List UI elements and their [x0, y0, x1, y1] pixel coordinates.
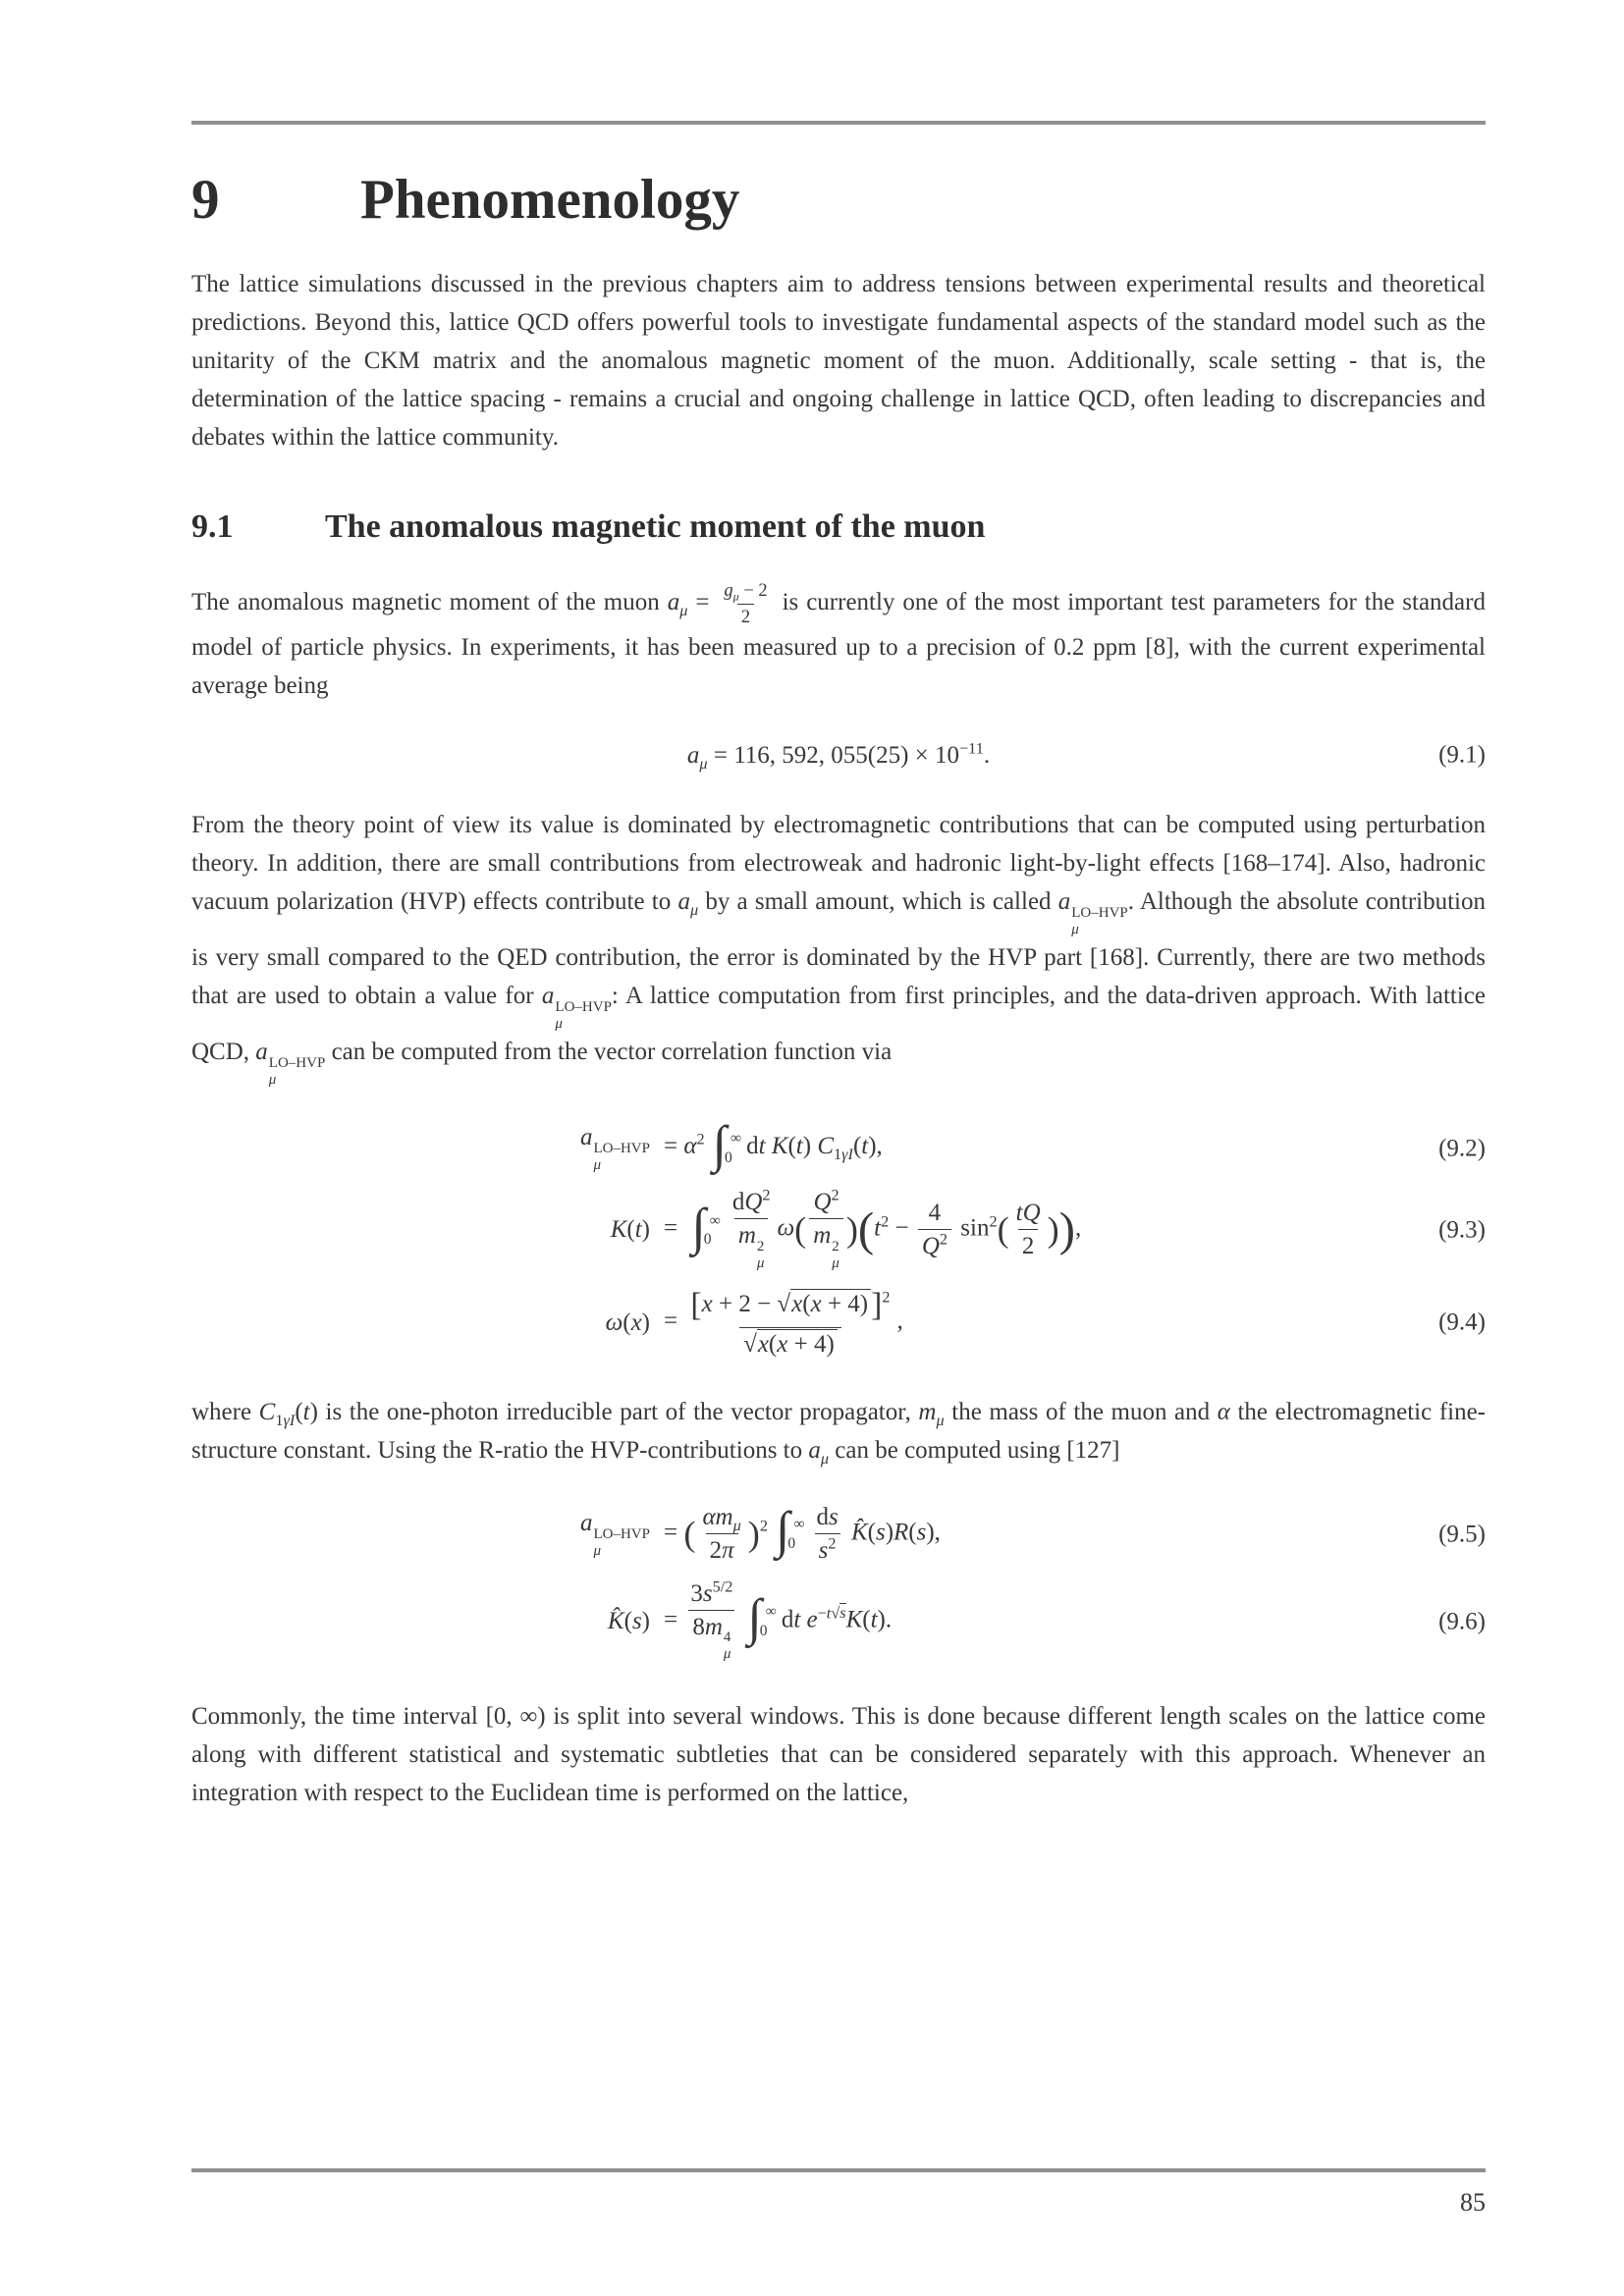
equation-9-2-number: (9.2): [1438, 1134, 1486, 1161]
equation-9-1-number: (9.1): [1438, 741, 1486, 769]
equation-9-4-number: (9.4): [1438, 1308, 1486, 1336]
equation-9-2-lhs: a LO–HVP μ: [579, 1124, 650, 1173]
equation-9-1: [191, 740, 1486, 771]
equation-9-6-lhs: K̂(s): [607, 1607, 650, 1634]
page-footer: [191, 2168, 1486, 2217]
paragraph-3: where $C_{1\gamma I}(t)$ is the one-photon irreducible part of the vector propagator, $m_\mu$ the mass of the muon and α the electromagnetic fine-structure constant. Using the R-ratio the HVP-contributions to $a_\mu$ can be computed using [127]: [191, 1398, 1487, 1468]
equation-group-1: [191, 1116, 1486, 1360]
equation-9-3-rhs: = ∫ ∞ 0 $dQ^2$ m 2 μ ω( $Q^2$ m 2 μ )($t^2$ − $\frac{4}{Q^2}$ $\sin^2$( $\frac{tQ}{2}$ )),: [664, 1186, 1082, 1271]
equation-9-5-rhs: = ( $\frac{\alpha m_\mu}{2\pi}$ )$^2$ ∫ ∞ 0 $\frac{ds}{s^2}$ K̂(s)R(s),: [664, 1502, 941, 1564]
equation-9-6: [191, 1579, 1486, 1664]
equation-9-3-lhs: K(t): [610, 1216, 650, 1244]
equation-9-3: [191, 1188, 1486, 1272]
paragraph-4: Commonly, the time interval [0, ∞) is split into several windows. This is done because different length scales on the lattice come along with different statistical and systematic subtleties that can be considered separately with this approach. Whenever an integration with respect to the Euclidean time is performed on the lattice,: [191, 1702, 1486, 1806]
equation-9-2: [191, 1116, 1486, 1174]
paragraph-2: From the theory point of view its value is dominated by electromagnetic contributions that can be computed using perturbation theory. In addition, there are small contributions from electroweak and hadronic light-by-light effects [168–174]. Also, hadronic vacuum polarization (HVP) effects contribute to $a_\mu$ by a small amount, which is called a LO–HVP μ . Although the absolute contribution is very small compared to the QED contribution, the error is dominated by the HVP part [168]. Currently, there are two methods that are used to obtain a value for a LO–HVP μ : A lattice computation from first principles, and the data-driven approach. With lattice QCD, a LO–HVP μ can be computed from the vector correlation function via: [191, 812, 1486, 1088]
equation-9-4: [191, 1286, 1486, 1360]
page-number: 85: [1460, 2188, 1486, 2216]
equation-9-6-number: (9.6): [1438, 1607, 1486, 1634]
chapter-title: Phenomenology: [360, 169, 740, 231]
top-rule: [191, 121, 1486, 125]
equation-9-3-number: (9.3): [1438, 1216, 1486, 1244]
equation-9-4-lhs: ω(x): [605, 1308, 650, 1336]
paragraph-intro: The lattice simulations discussed in the previous chapters aim to address tensions between experimental results and theoretical predictions. Beyond this, lattice QCD offers powerful tools to investigate fundamental aspects of the standard model such as the unitarity of the CKM matrix and the anomalous magnetic moment of the muon. Additionally, scale setting - that is, the determination of the lattice spacing - remains a crucial and ongoing challenge in lattice QCD, often leading to discrepancies and debates within the lattice community.: [191, 270, 1486, 451]
section-number: 9.1: [191, 507, 234, 545]
equation-9-5: [191, 1503, 1486, 1566]
equation-group-2: [191, 1503, 1486, 1664]
equation-9-1-body: $a_\mu = 116$, 592, $055(25) \times 10^{-11}$.: [686, 739, 991, 773]
equation-9-4-rhs: = $\frac{[x + 2 - √x(x + 4)]^2}{√x(x + 4)}$ ,: [664, 1287, 903, 1358]
equation-9-2-rhs: = $\alpha^2$ ∫ ∞ 0 dt K(t) $C_{1\gamma I}(t)$,: [664, 1116, 883, 1174]
chapter-heading: [191, 170, 1486, 232]
equation-9-5-number: (9.5): [1438, 1520, 1486, 1547]
equation-9-6-rhs: = $3s^{5/2}$ 8m 4 μ ∫ ∞ 0 dt $e^{-t√s}K(t)$.: [664, 1577, 893, 1663]
chapter-number: 9: [191, 169, 220, 231]
bottom-rule: [191, 2168, 1486, 2172]
section-heading: [191, 507, 1486, 548]
equation-9-5-lhs: a LO–HVP μ: [579, 1510, 650, 1559]
paragraph-1: The anomalous magnetic moment of the muon $a_\mu$ = $\frac{g_\mu - 2}{2}$ is currently one of the most important test parameters for the standard model of particle physics. In experiments, it has been measured up to a precision of 0.2 ppm [8], with the current experimental average being: [191, 581, 1486, 699]
section-title: The anomalous magnetic moment of the muon: [325, 507, 986, 545]
